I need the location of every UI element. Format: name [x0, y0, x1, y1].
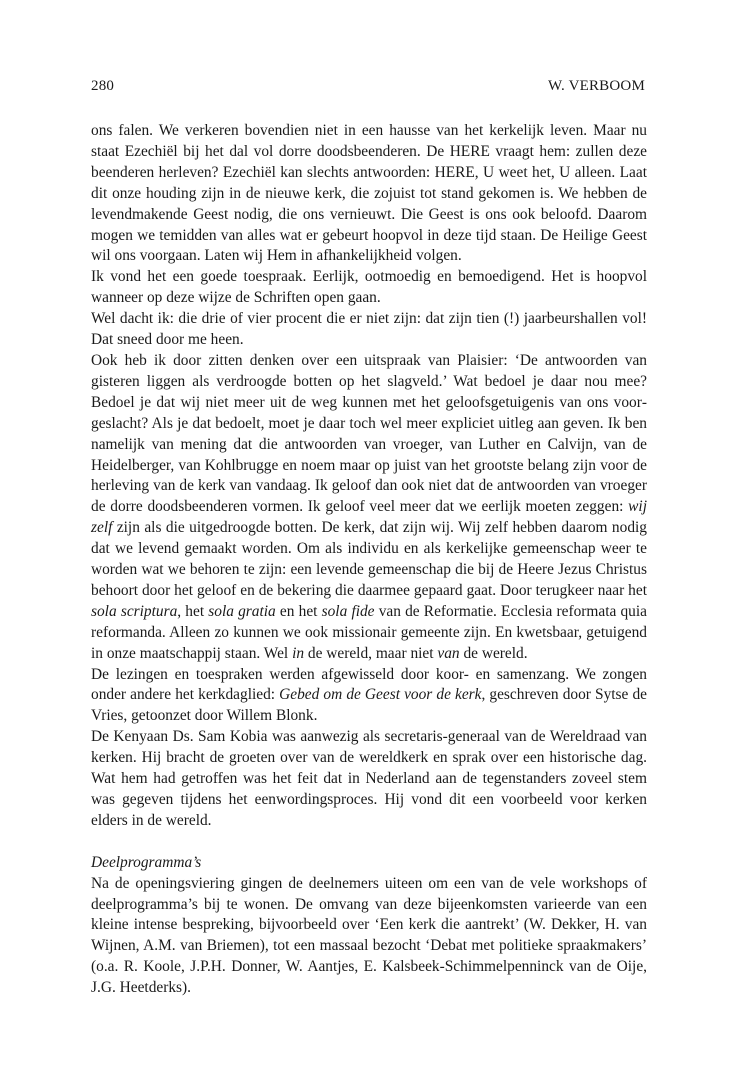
paragraph-p1	[91, 121, 647, 267]
text-run: Ik vond het een goede toespraak. Eerlijk, ootmoedig en bemoedigend. Het is hoopvol wanneer op deze wijze de Schriften open gaan.	[91, 268, 647, 307]
italic-text: van	[437, 644, 460, 662]
page-number: 280	[91, 78, 115, 94]
text-run: de wereld.	[459, 644, 528, 662]
paragraph-p6	[91, 727, 647, 832]
body-text	[91, 121, 647, 999]
text-run: De Kenyaan Ds. Sam Kobia was aanwezig als secretaris-generaal van de Wereldraad van kerken. Hij bracht de groeten over van de wereldkerk en sprak over een historische dag. Wat hem had getroffen was het feit dat in Nederland aan de tegenstanders zoveel stem was gegeven tijdens het eenwordingsproces. Hij vond dit een voorbeeld voor kerken elders in de wereld.	[91, 728, 647, 829]
text-run: zijn als die uitgedroogde botten. De kerk, dat zijn wij. Wij zelf hebben daarom nodig dat we levend gemaakt worden. Om als individu en als kerkelijke gemeenschap weer te worden wat we behoren te zijn: een levende gemeenschap die bij de Heere Jezus Christus behoort door het geloof en de bekering die daarmee gepaard gaat. Door terugkeer naar het	[91, 519, 647, 599]
text-run: ons falen. We verkeren bovendien niet in een hausse van het kerkelijk leven. Maar nu staat Ezechiël bij het dal vol dorre doodsbeenderen. De HERE vraagt hem: zullen deze beenderen herleven? Ezechiël kan slechts antwoorden: HERE, U weet het, U alleen. Laat dit onze houding zijn in de nieuwe kerk, die zojuist tot stand gekomen is. We hebben de levendmakende Geest nodig, die ons vernieuwt. Die Geest is ons ook beloofd. Daarom mogen we temidden van alles wat er gebeurt hoopvol in deze tijd staan. De Heilige Geest wil ons voorgaan. Laten wij Hem in afhankelijkheid volgen.	[91, 122, 647, 265]
text-run: Na de openingsviering gingen de deelnemers uiteen om een van de vele workshops of deelprogramma’s bij te wonen. De omvang van deze bijeenkomsten varieerde van een kleine intense bespreking, bijvoorbeeld over ‘Een kerk die aantrekt’ (W. Dekker, H. van Wijnen, A.M. van Briemen), tot een massaal bezocht ‘Debat met politieke spraakmakers’ (o.a. R. Koole, J.P.H. Donner, W. Aantjes, E. Kalsbeek-Schimmelpenninck van de Oije, J.G. Heetderks).	[91, 874, 647, 997]
text-run: , geschreven door Sytse de Vries, getoonzet door Willem Blonk.	[91, 686, 647, 725]
italic-text: wij zelf	[91, 498, 647, 537]
text-run: , het	[177, 602, 209, 620]
italic-text: sola gratia	[208, 602, 276, 620]
section-paragraph-list	[91, 874, 647, 999]
paragraph-p2	[91, 267, 647, 309]
text-run: Ook heb ik door zitten denken over een uitspraak van Plaisier: ‘De antwoorden van gisteren liggen als verdroogde botten op het slagveld.’ Wat bedoel je daar nou mee? Bedoel je dat wij niet meer uit de weg kunnen met het geloofsgetuigenis van ons voorgeslacht? Als je dat bedoelt, moet je daar toch wel meer expliciet uitleg aan geven. Ik ben namelijk van mening dat die antwoorden van vroeger, van Luther en Calvijn, van de Heidelberger, van Kohlbrugge en noem maar op juist van het grootste belang zijn voor de herleving van de kerk van vandaag. Ik geloof dan ook niet dat de antwoorden van vroeger de dorre doodsbeenderen vormen. Ik geloof veel meer dat we eerlijk moeten zeggen:	[91, 351, 647, 516]
paragraph-p4	[91, 351, 647, 665]
text-run: Wel dacht ik: die drie of vier procent die er niet zijn: dat zijn tien (!) jaarbeurshallen vol! Dat sneed door me heen.	[91, 310, 647, 349]
italic-text: sola scriptura	[91, 602, 178, 620]
italic-text: sola fide	[321, 602, 375, 620]
italic-text: in	[292, 644, 305, 662]
italic-text: Gebed om de Geest voor de kerk	[279, 686, 482, 704]
paragraph-p7	[91, 874, 647, 999]
running-head-author: W. VERBOOM	[547, 78, 645, 94]
text-run: van de Reformatie. Ecclesia reformata quia reformanda. Alleen zo kunnen we ook missionair gemeente zijn. En kwetsbaar, getuigend in onze maatschappij staan. Wel	[91, 602, 647, 662]
section-heading: Deelprogramma’s	[91, 853, 202, 871]
paragraph-p3	[91, 309, 647, 351]
section-spacer	[91, 832, 647, 853]
running-header	[91, 78, 645, 95]
text-run: en het	[275, 602, 322, 620]
paragraph-list	[91, 121, 647, 832]
text-run: De lezingen en toespraken werden afgewisseld door koor- en samenzang. We zongen onder andere het kerkdaglied:	[91, 665, 647, 704]
text-run: de wereld, maar niet	[304, 644, 438, 662]
paragraph-p5	[91, 665, 647, 728]
